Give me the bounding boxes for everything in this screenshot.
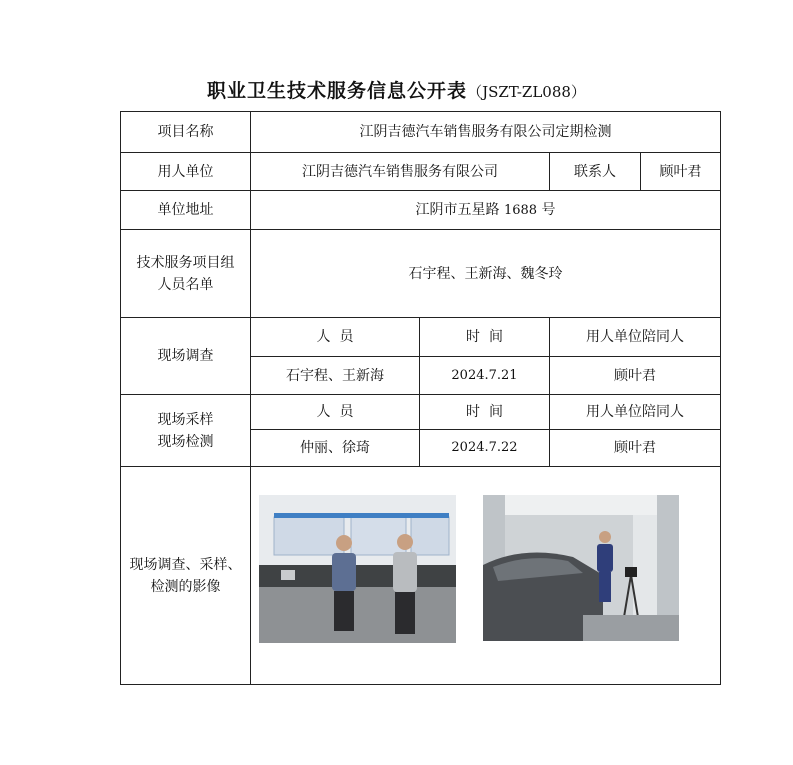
sampling-people: 仲丽、徐琦 [251,430,420,467]
sampling-col-time: 时 间 [420,395,550,430]
row-employer [121,153,721,191]
page-title [0,76,793,103]
row-team [121,230,721,318]
label-photos-line2: 检测的影像 [150,578,221,595]
sampling-time: 2024.7.22 [420,430,550,467]
survey-col-time: 时 间 [420,318,550,357]
label-address: 单位地址 [121,191,251,230]
value-team: 石宇程、王新海、魏冬玲 [251,230,721,318]
label-photos-line1: 现场调查、采样、 [129,556,242,573]
info-table [120,111,721,685]
sampling-col-people: 人 员 [251,395,420,430]
survey-col-people: 人 员 [251,318,420,357]
label-team-line2: 人员名单 [157,276,214,293]
label-employer: 用人单位 [121,153,251,191]
photos-cell [251,467,721,685]
value-address [251,191,721,230]
address-prefix: 江阴市五星路 [415,201,504,218]
title-text: 职业卫生技术服务信息公开表 [207,80,468,102]
label-sampling [121,395,251,467]
label-team [121,230,251,318]
label-survey: 现场调查 [121,318,251,395]
value-contact: 顾叶君 [641,153,721,191]
label-contact: 联系人 [550,153,641,191]
address-number: 1688 [503,202,538,218]
label-team-line1: 技术服务项目组 [136,254,235,271]
survey-col-escort: 用人单位陪同人 [550,318,721,357]
value-employer: 江阴吉德汽车销售服务有限公司 [251,153,550,191]
survey-time: 2024.7.21 [420,357,550,395]
row-sampling-header [121,395,721,430]
site-photo-two-people [259,495,456,643]
label-sampling-line2: 现场检测 [157,433,214,450]
form-code: （JSZT-ZL088） [467,83,586,101]
value-project-name: 江阴吉德汽车销售服务有限公司定期检测 [251,112,721,153]
sampling-escort: 顾叶君 [550,430,721,467]
row-photos [121,467,721,685]
row-address [121,191,721,230]
site-photo-spray-booth [483,495,679,641]
survey-escort: 顾叶君 [550,357,721,395]
label-sampling-line1: 现场采样 [157,411,214,428]
label-project-name: 项目名称 [121,112,251,153]
address-suffix: 号 [537,201,556,218]
row-survey-header [121,318,721,357]
sampling-col-escort: 用人单位陪同人 [550,395,721,430]
row-project-name [121,112,721,153]
label-photos [121,467,251,685]
survey-people: 石宇程、王新海 [251,357,420,395]
